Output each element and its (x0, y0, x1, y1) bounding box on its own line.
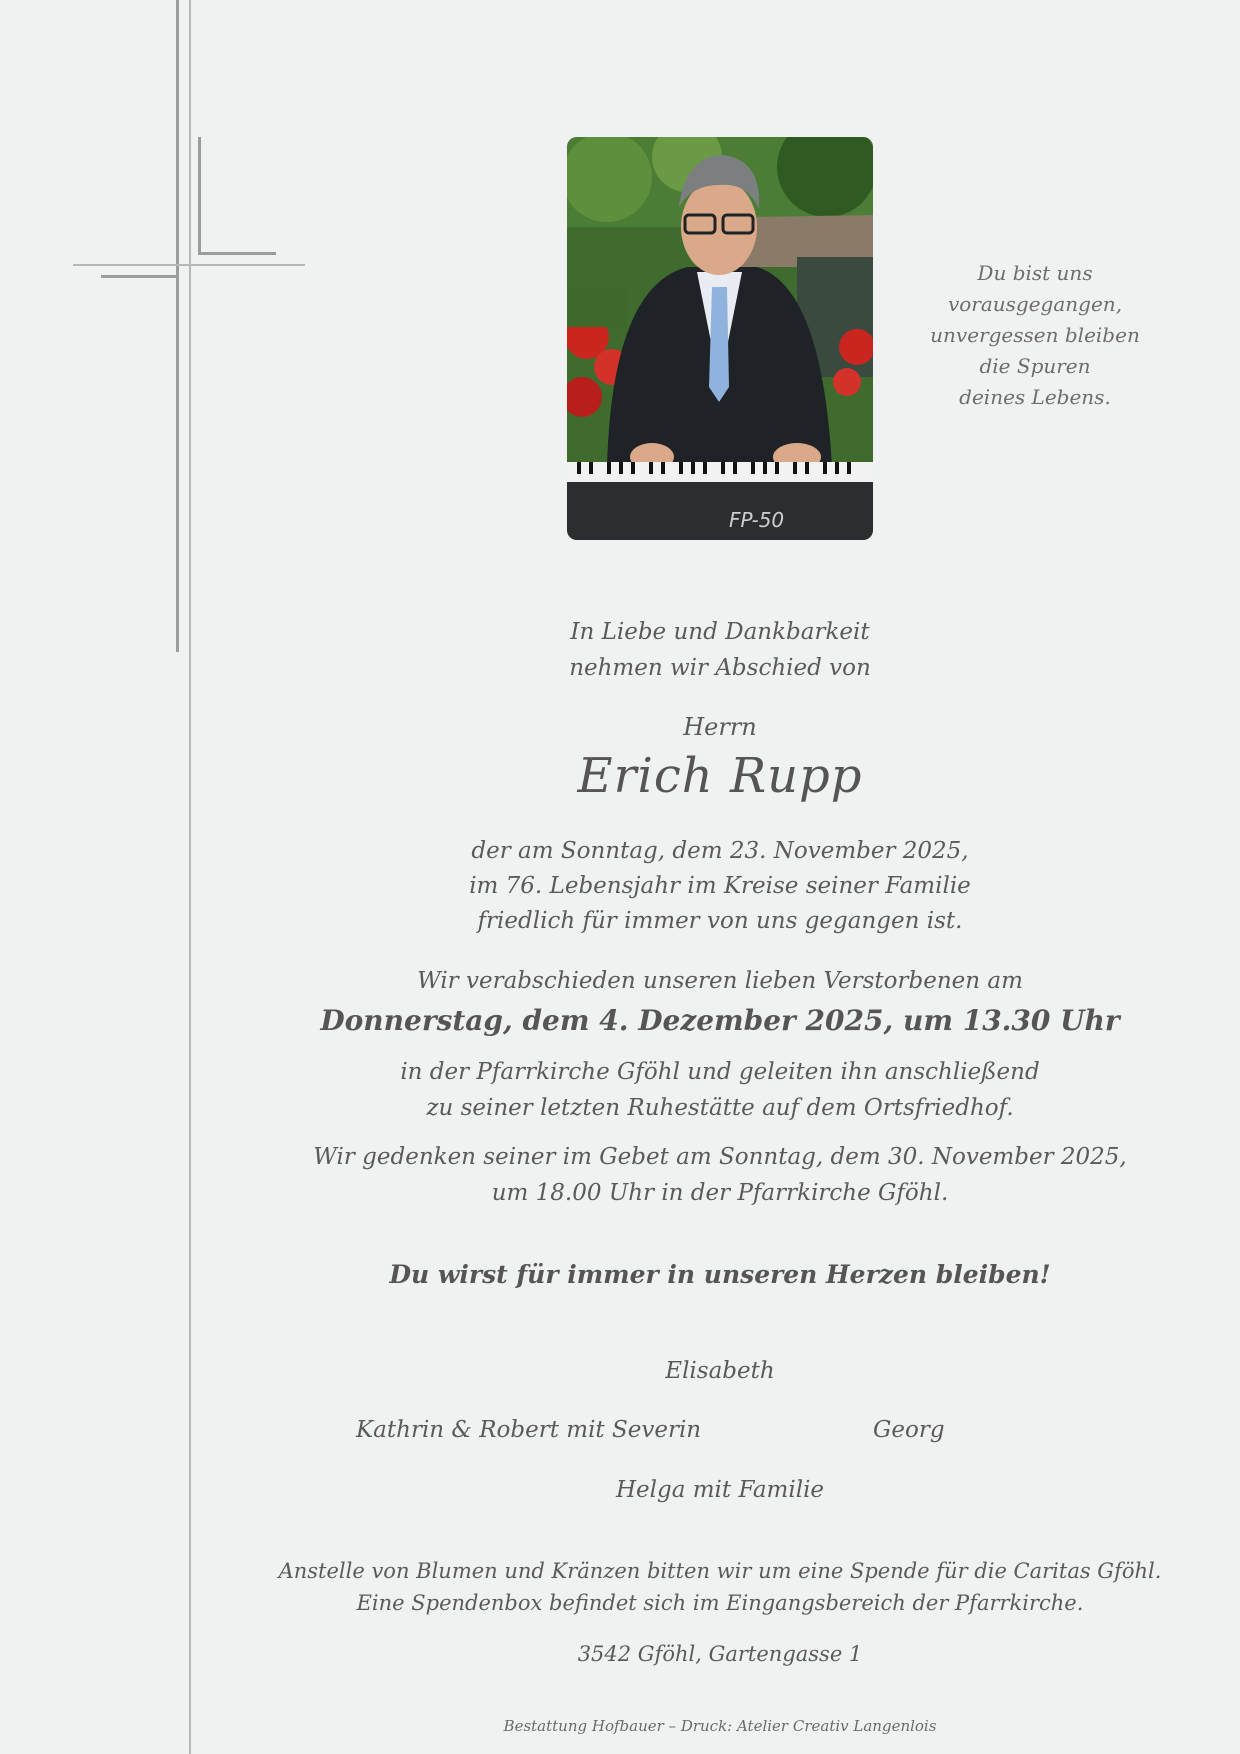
donation-notice (260, 1555, 1180, 1619)
funeral-details (260, 1054, 1180, 1126)
donation-line: Anstelle von Blumen und Kränzen bitten wir um eine Spende für die Caritas Gföhl. (278, 1559, 1162, 1583)
mourner-georg: Georg (873, 1417, 945, 1443)
cross-vertical-line-left (176, 0, 179, 652)
cross-horizontal-line (73, 264, 305, 266)
death-notice-line: friedlich für immer von uns gegangen ist. (477, 908, 963, 934)
prayer-notice (260, 1139, 1180, 1211)
mourner-kathrin-robert: Kathrin & Robert mit Severin (356, 1417, 702, 1443)
intro-line: In Liebe und Dankbarkeit (570, 619, 870, 645)
portrait-photo (567, 137, 873, 540)
footer-credits: Bestattung Hofbauer – Druck: Atelier Creativ Langenlois (503, 1717, 937, 1735)
funeral-intro: Wir verabschieden unseren lieben Verstorbenen am (417, 968, 1023, 994)
closing-sentence: Du wirst für immer in unseren Herzen bleiben! (389, 1260, 1051, 1289)
verse-line: vorausgegangen, (947, 292, 1123, 316)
death-notice (260, 834, 1180, 939)
verse-line: deines Lebens. (959, 385, 1111, 409)
funeral-date: Donnerstag, dem 4. Dezember 2025, um 13.30 Uhr (320, 1004, 1120, 1037)
mourner-helga: Helga mit Familie (615, 1477, 825, 1503)
cross-lower-arm (101, 275, 179, 278)
prayer-line: um 18.00 Uhr in der Pfarrkirche Gföhl. (491, 1180, 949, 1206)
verse-line: die Spuren (979, 354, 1091, 378)
salutation: Herrn (683, 713, 757, 741)
cross-upper-corner-horizontal (198, 252, 276, 255)
donation-line: Eine Spendenbox befindet sich im Eingangsbereich der Pfarrkirche. (356, 1591, 1084, 1615)
cross-upper-corner-vertical (198, 137, 201, 255)
death-notice-line: im 76. Lebensjahr im Kreise seiner Familie (469, 873, 971, 899)
intro-text (260, 614, 1180, 686)
verse-line: unvergessen bleiben (930, 323, 1140, 347)
intro-line: nehmen wir Abschied von (569, 655, 871, 681)
deceased-name: Erich Rupp (577, 748, 863, 804)
verse-line: Du bist uns (977, 261, 1093, 285)
death-notice-line: der am Sonntag, dem 23. November 2025, (471, 838, 969, 864)
verse (920, 258, 1150, 413)
funeral-details-line: in der Pfarrkirche Gföhl und geleiten ihn anschließend (400, 1059, 1040, 1085)
address: 3542 Gföhl, Gartengasse 1 (577, 1642, 863, 1666)
svg-text:FP-50: FP-50 (729, 508, 785, 532)
mourner-elisabeth: Elisabeth (665, 1358, 775, 1384)
prayer-line: Wir gedenken seiner im Gebet am Sonntag, dem 30. November 2025, (313, 1144, 1127, 1170)
funeral-details-line: zu seiner letzten Ruhestätte auf dem Ortsfriedhof. (426, 1095, 1014, 1121)
